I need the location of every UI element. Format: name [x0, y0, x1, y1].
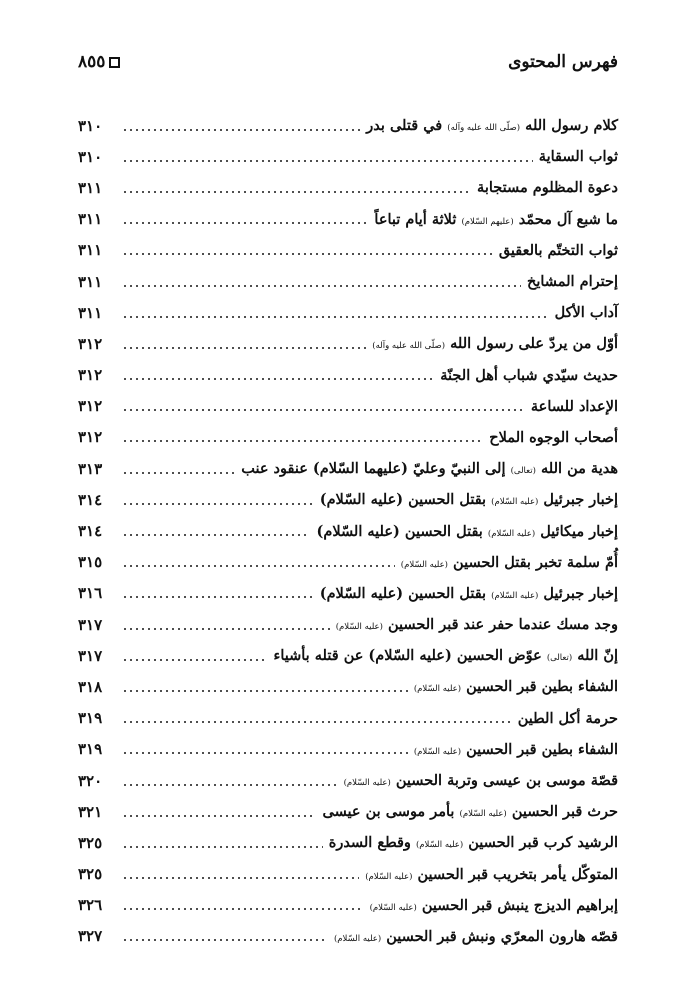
toc-entry: [78, 110, 618, 141]
square-icon: [109, 57, 120, 68]
dot-leader: [122, 659, 268, 661]
toc-entry-page: ٣١٢: [78, 366, 103, 385]
toc-entry: [78, 360, 618, 391]
entry-title-continuation: بقتل الحسين (عليه السّلام): [319, 584, 487, 602]
entry-title-text: إنّ الله: [577, 647, 618, 665]
toc-entry-page: ٣١٣: [78, 459, 103, 478]
entry-title-text: هدية من الله: [541, 460, 618, 478]
toc-entry-page: ٣١١: [78, 178, 103, 197]
entry-honorific-note: (عليه السّلام): [400, 559, 448, 570]
toc-entry-title: [334, 928, 618, 945]
toc-entry-page: ٣١٧: [78, 646, 103, 665]
toc-entry-title: [374, 211, 618, 228]
toc-entry-title: [489, 429, 618, 446]
entry-title-text: وجد مسك عندما حفر عند قبر الحسين: [387, 616, 618, 634]
dot-leader: [122, 440, 483, 442]
toc-entry: [78, 578, 618, 609]
toc-entry-title: [414, 741, 618, 758]
toc-entry-page: ٣١٧: [78, 615, 103, 634]
entry-title-text: إحترام المشايخ: [526, 273, 618, 291]
toc-entry: [78, 734, 618, 765]
entry-title-continuation: وقطع السدرة: [328, 834, 411, 852]
toc-entry-page: ٣١٢: [78, 428, 103, 447]
entry-honorific-note: (عليهم السّلام): [461, 216, 514, 227]
toc-entry: [78, 422, 618, 453]
toc-entry-page: ٣١١: [78, 272, 103, 291]
entry-honorific-note: (عليه السّلام): [459, 809, 507, 820]
toc-entry: [78, 453, 618, 484]
toc-entry-title: [365, 866, 618, 883]
dot-leader: [122, 596, 314, 598]
toc-entry-page: ٣١١: [78, 241, 103, 260]
entry-honorific-note: (عليه السّلام): [487, 528, 536, 539]
toc-entry: [78, 515, 618, 546]
entry-title-text: ما شبع آل محمّد: [518, 210, 618, 228]
entry-title-text: إخبار جبرئيل: [543, 584, 618, 602]
entry-title-text: ثواب التختّم بالعقيق: [498, 241, 618, 259]
toc-entry-page: ٣٢٧: [78, 927, 103, 946]
dot-leader: [122, 503, 314, 505]
toc-entry-page: ٣٢٥: [78, 865, 103, 884]
dot-leader: [122, 565, 395, 567]
entry-honorific-note: (عليه السّلام): [491, 497, 539, 508]
toc-entry: [78, 141, 618, 172]
dot-leader: [122, 534, 310, 536]
entry-title-text: قصّة موسى بن عيسى وتربة الحسين: [395, 772, 618, 790]
toc-entry: [78, 328, 618, 359]
toc-entry-title: [344, 772, 618, 789]
entry-honorific-note: (عليه السّلام): [335, 622, 383, 633]
entry-title-text: دعوة المظلوم مستجابة: [477, 179, 618, 197]
entry-title-continuation: في قتلى بدر: [366, 117, 443, 135]
entry-title-continuation: عوّض الحسين (عليه السّلام) عن قتله بأشياء: [273, 647, 542, 665]
dot-leader: [122, 939, 328, 941]
toc-entry-page: ٣١٨: [78, 677, 103, 696]
entry-title-text: إخبار ميكائيل: [540, 522, 618, 540]
entry-honorific-note: (عليه السّلام): [413, 746, 462, 757]
entry-honorific-note: (عليه السّلام): [369, 902, 417, 913]
toc-entry-title: [320, 491, 618, 508]
entry-title-continuation: بأمر موسى بن عيسى: [322, 803, 455, 821]
toc-entry: [78, 921, 618, 952]
entry-title-continuation: ثلاثة أيام تباعاً: [374, 210, 457, 228]
entry-title-text: حرمة أكل الطين: [517, 709, 618, 727]
dot-leader: [122, 784, 338, 786]
toc-entry-page: ٣١٥: [78, 553, 103, 572]
toc-entry: [78, 640, 618, 671]
toc-entry-title: [320, 585, 618, 602]
toc-entry-page: ٣٢٦: [78, 896, 103, 915]
toc-entry: [78, 827, 618, 858]
toc-entry: [78, 172, 618, 203]
toc-entry-title: [555, 304, 618, 321]
toc-entry-title: [531, 398, 618, 415]
dot-leader: [122, 409, 525, 411]
dot-leader: [122, 690, 408, 692]
dot-leader: [122, 160, 533, 162]
entry-title-continuation: بقتل الحسين (عليه السّلام): [319, 491, 487, 509]
dot-leader: [122, 253, 493, 255]
entry-title-text: حديث سيّدي شباب أهل الجنّة: [440, 366, 618, 384]
page-number-block: [78, 52, 120, 72]
header-title: فهرس المحتوى: [508, 52, 618, 72]
toc-entry-page: ٣٢٠: [78, 771, 103, 790]
entry-title-text: أصحاب الوجوه الملاح: [489, 428, 618, 446]
toc-entry: [78, 859, 618, 890]
toc-entry-page: ٣٢١: [78, 802, 103, 821]
entry-title-text: ثواب السقاية: [538, 148, 618, 166]
dot-leader: [122, 129, 360, 131]
toc-entry-title: [316, 523, 618, 540]
toc-entry-page: ٣١٠: [78, 116, 103, 135]
toc-entry-page: ٣١٩: [78, 740, 103, 759]
dot-leader: [122, 877, 359, 879]
dot-leader: [122, 347, 366, 349]
toc-entry-page: ٣١٢: [78, 397, 103, 416]
toc-entry: [78, 703, 618, 734]
dot-leader: [122, 721, 512, 723]
entry-title-text: حرث قبر الحسين: [511, 803, 618, 821]
entry-honorific-note: (عليه السّلام): [333, 933, 382, 944]
dot-leader: [122, 222, 368, 224]
toc-entry-title: [322, 803, 618, 820]
toc-entry-page: ٣٢٥: [78, 833, 103, 852]
dot-leader: [122, 846, 323, 848]
toc-entry-title: [336, 616, 618, 633]
entry-title-text: قصّه هارون المعرّي ونبش قبر الحسين: [386, 927, 618, 945]
entry-honorific-note: (عليه السّلام): [343, 778, 391, 789]
entry-title-text: كلام رسول الله: [525, 117, 618, 135]
entry-title-text: أوّل من يردّ على رسول الله: [450, 335, 618, 353]
entry-honorific-note: (عليه السّلام): [415, 840, 464, 851]
toc-entry: [78, 297, 618, 328]
toc-entry-title: [518, 710, 618, 727]
toc-entry-page: ٣١٩: [78, 709, 103, 728]
toc-entry-page: ٣١٢: [78, 334, 103, 353]
toc-entry-title: [539, 148, 618, 165]
toc-entry: [78, 266, 618, 297]
toc-entry-title: [366, 117, 618, 134]
entry-title-text: المتوكّل يأمر بتخريب قبر الحسين: [417, 865, 618, 883]
toc-entry-page: ٣١١: [78, 303, 103, 322]
toc-entry-page: ٣١٦: [78, 584, 103, 603]
toc-entry: [78, 890, 618, 921]
entry-title-text: الشفاء بطين قبر الحسين: [466, 740, 618, 758]
entry-honorific-note: (عليه السّلام): [491, 590, 539, 601]
toc-entry: [78, 235, 618, 266]
toc-entry-title: [527, 273, 618, 290]
toc-entry: [78, 765, 618, 796]
toc-entry-title: [414, 678, 618, 695]
entry-title-continuation: إلى النبيّ وعليّ (عليهما السّلام) عنقود عنب: [241, 460, 506, 478]
toc-entry: [78, 671, 618, 702]
entry-title-text: إبراهيم الديزج ينبش قبر الحسين: [421, 896, 618, 914]
toc-entry-title: [440, 367, 618, 384]
toc-entry-title: [241, 460, 618, 477]
entry-title-text: إخبار جبرئيل: [543, 491, 618, 509]
toc-entry-title: [401, 554, 618, 571]
entry-title-text: آداب الأكل: [554, 304, 618, 322]
dot-leader: [122, 815, 316, 817]
entry-title-text: الرشيد كرب قبر الحسين: [468, 834, 618, 852]
dot-leader: [122, 628, 330, 630]
entry-honorific-note: (عليه السّلام): [365, 871, 413, 882]
entry-title-text: الإعداد للساعة: [530, 397, 618, 415]
entry-title-text: أُمّ سلمة تخبر بقتل الحسين: [453, 553, 618, 571]
toc-entry: [78, 204, 618, 235]
toc-entry: [78, 391, 618, 422]
dot-leader: [122, 191, 471, 193]
page-header: [78, 46, 618, 78]
toc-entry-page: ٣١٤: [78, 490, 103, 509]
toc-entry-page: ٣١٠: [78, 147, 103, 166]
dot-leader: [122, 378, 434, 380]
toc-entry-page: ٣١٤: [78, 522, 103, 541]
toc-entry: [78, 796, 618, 827]
entry-title-text: الشفاء بطين قبر الحسين: [466, 678, 618, 696]
toc-entry-title: [499, 242, 618, 259]
dot-leader: [122, 752, 408, 754]
entry-honorific-note: (عليه السّلام): [413, 684, 462, 695]
dot-leader: [122, 472, 235, 474]
entry-honorific-note: (تعالى): [510, 466, 536, 477]
entry-title-continuation: بقتل الحسين (عليه السّلام): [316, 522, 483, 540]
toc-entry: [78, 547, 618, 578]
toc-entry-title: [372, 335, 618, 352]
table-of-contents: [78, 110, 618, 952]
toc-entry-page: ٣١١: [78, 210, 103, 229]
toc-entry-title: [329, 834, 618, 851]
dot-leader: [122, 285, 521, 287]
toc-entry: [78, 484, 618, 515]
toc-entry-title: [477, 179, 618, 196]
page-number: ٨٥٥: [78, 52, 106, 72]
toc-entry-title: [370, 897, 618, 914]
entry-honorific-note: (تعالى): [546, 653, 573, 664]
dot-leader: [122, 908, 364, 910]
toc-entry-title: [274, 647, 619, 664]
entry-honorific-note: (صلّى الله عليه وآله): [447, 123, 521, 134]
dot-leader: [122, 316, 549, 318]
entry-honorific-note: (صلّى الله عليه وآله): [372, 341, 446, 352]
toc-entry: [78, 609, 618, 640]
